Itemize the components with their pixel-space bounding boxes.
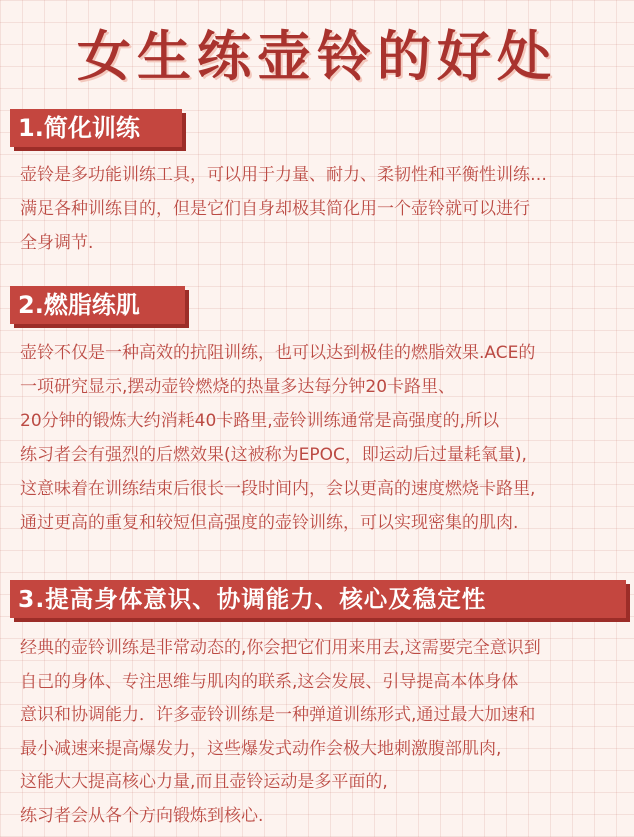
body-line: 壶铃是多功能训练工具，可以用于力量、耐力、柔韧性和平衡性训练… (20, 165, 547, 185)
body-line: 这意味着在训练结束后很长一段时间内，会以更高的速度燃烧卡路里, (20, 479, 536, 499)
section-heading-3: 3.提高身体意识、协调能力、核心及稳定性 (10, 580, 626, 618)
body-line: 自己的身体、专注思维与肌肉的联系,这会发展、引导提高本体身体 (20, 671, 519, 692)
body-line: 练习者会有强烈的后燃效果(这被称为EPOC，即运动后过量耗氧量), (20, 445, 527, 465)
body-line: 一项研究显示,摆动壶铃燃烧的热量多达每分钟20卡路里、 (20, 377, 456, 397)
section-body-3 (20, 632, 624, 833)
body-line: 壶铃不仅是一种高效的抗阻训练，也可以达到极佳的燃脂效果.ACE的 (20, 343, 536, 363)
body-line: 经典的壶铃训练是非常动态的,你会把它们用来用去,这需要完全意识到 (20, 638, 541, 658)
body-line: 通过更高的重复和较短但高强度的壶铃训练，可以实现密集的肌肉. (20, 513, 519, 533)
section-body-1 (20, 158, 624, 260)
body-line: 20分钟的锻炼大约消耗40卡路里,壶铃训练通常是高强度的,所以 (20, 411, 500, 431)
body-line: 意识和协调能力．许多壶铃训练是一种弹道训练形式,通过最大加速和 (20, 705, 536, 725)
body-line: 这能大大提高核心力量,而且壶铃运动是多平面的, (20, 772, 388, 792)
body-line: 全身调节. (20, 233, 94, 253)
body-line: 满足各种训练目的，但是它们自身却极其简化用一个壶铃就可以进行 (20, 199, 530, 219)
section-heading-2: 2.燃脂练肌 (10, 286, 185, 324)
body-line: 最小减速来提高爆发力，这些爆发式动作会极大地刺激腹部肌肉, (20, 738, 502, 759)
body-line: 练习者会从各个方向锻炼到核心. (20, 805, 264, 826)
page-title: 女生练壶铃的好处 (77, 25, 557, 88)
section-body-2 (20, 336, 624, 540)
section-heading-1: 1.简化训练 (10, 109, 182, 147)
